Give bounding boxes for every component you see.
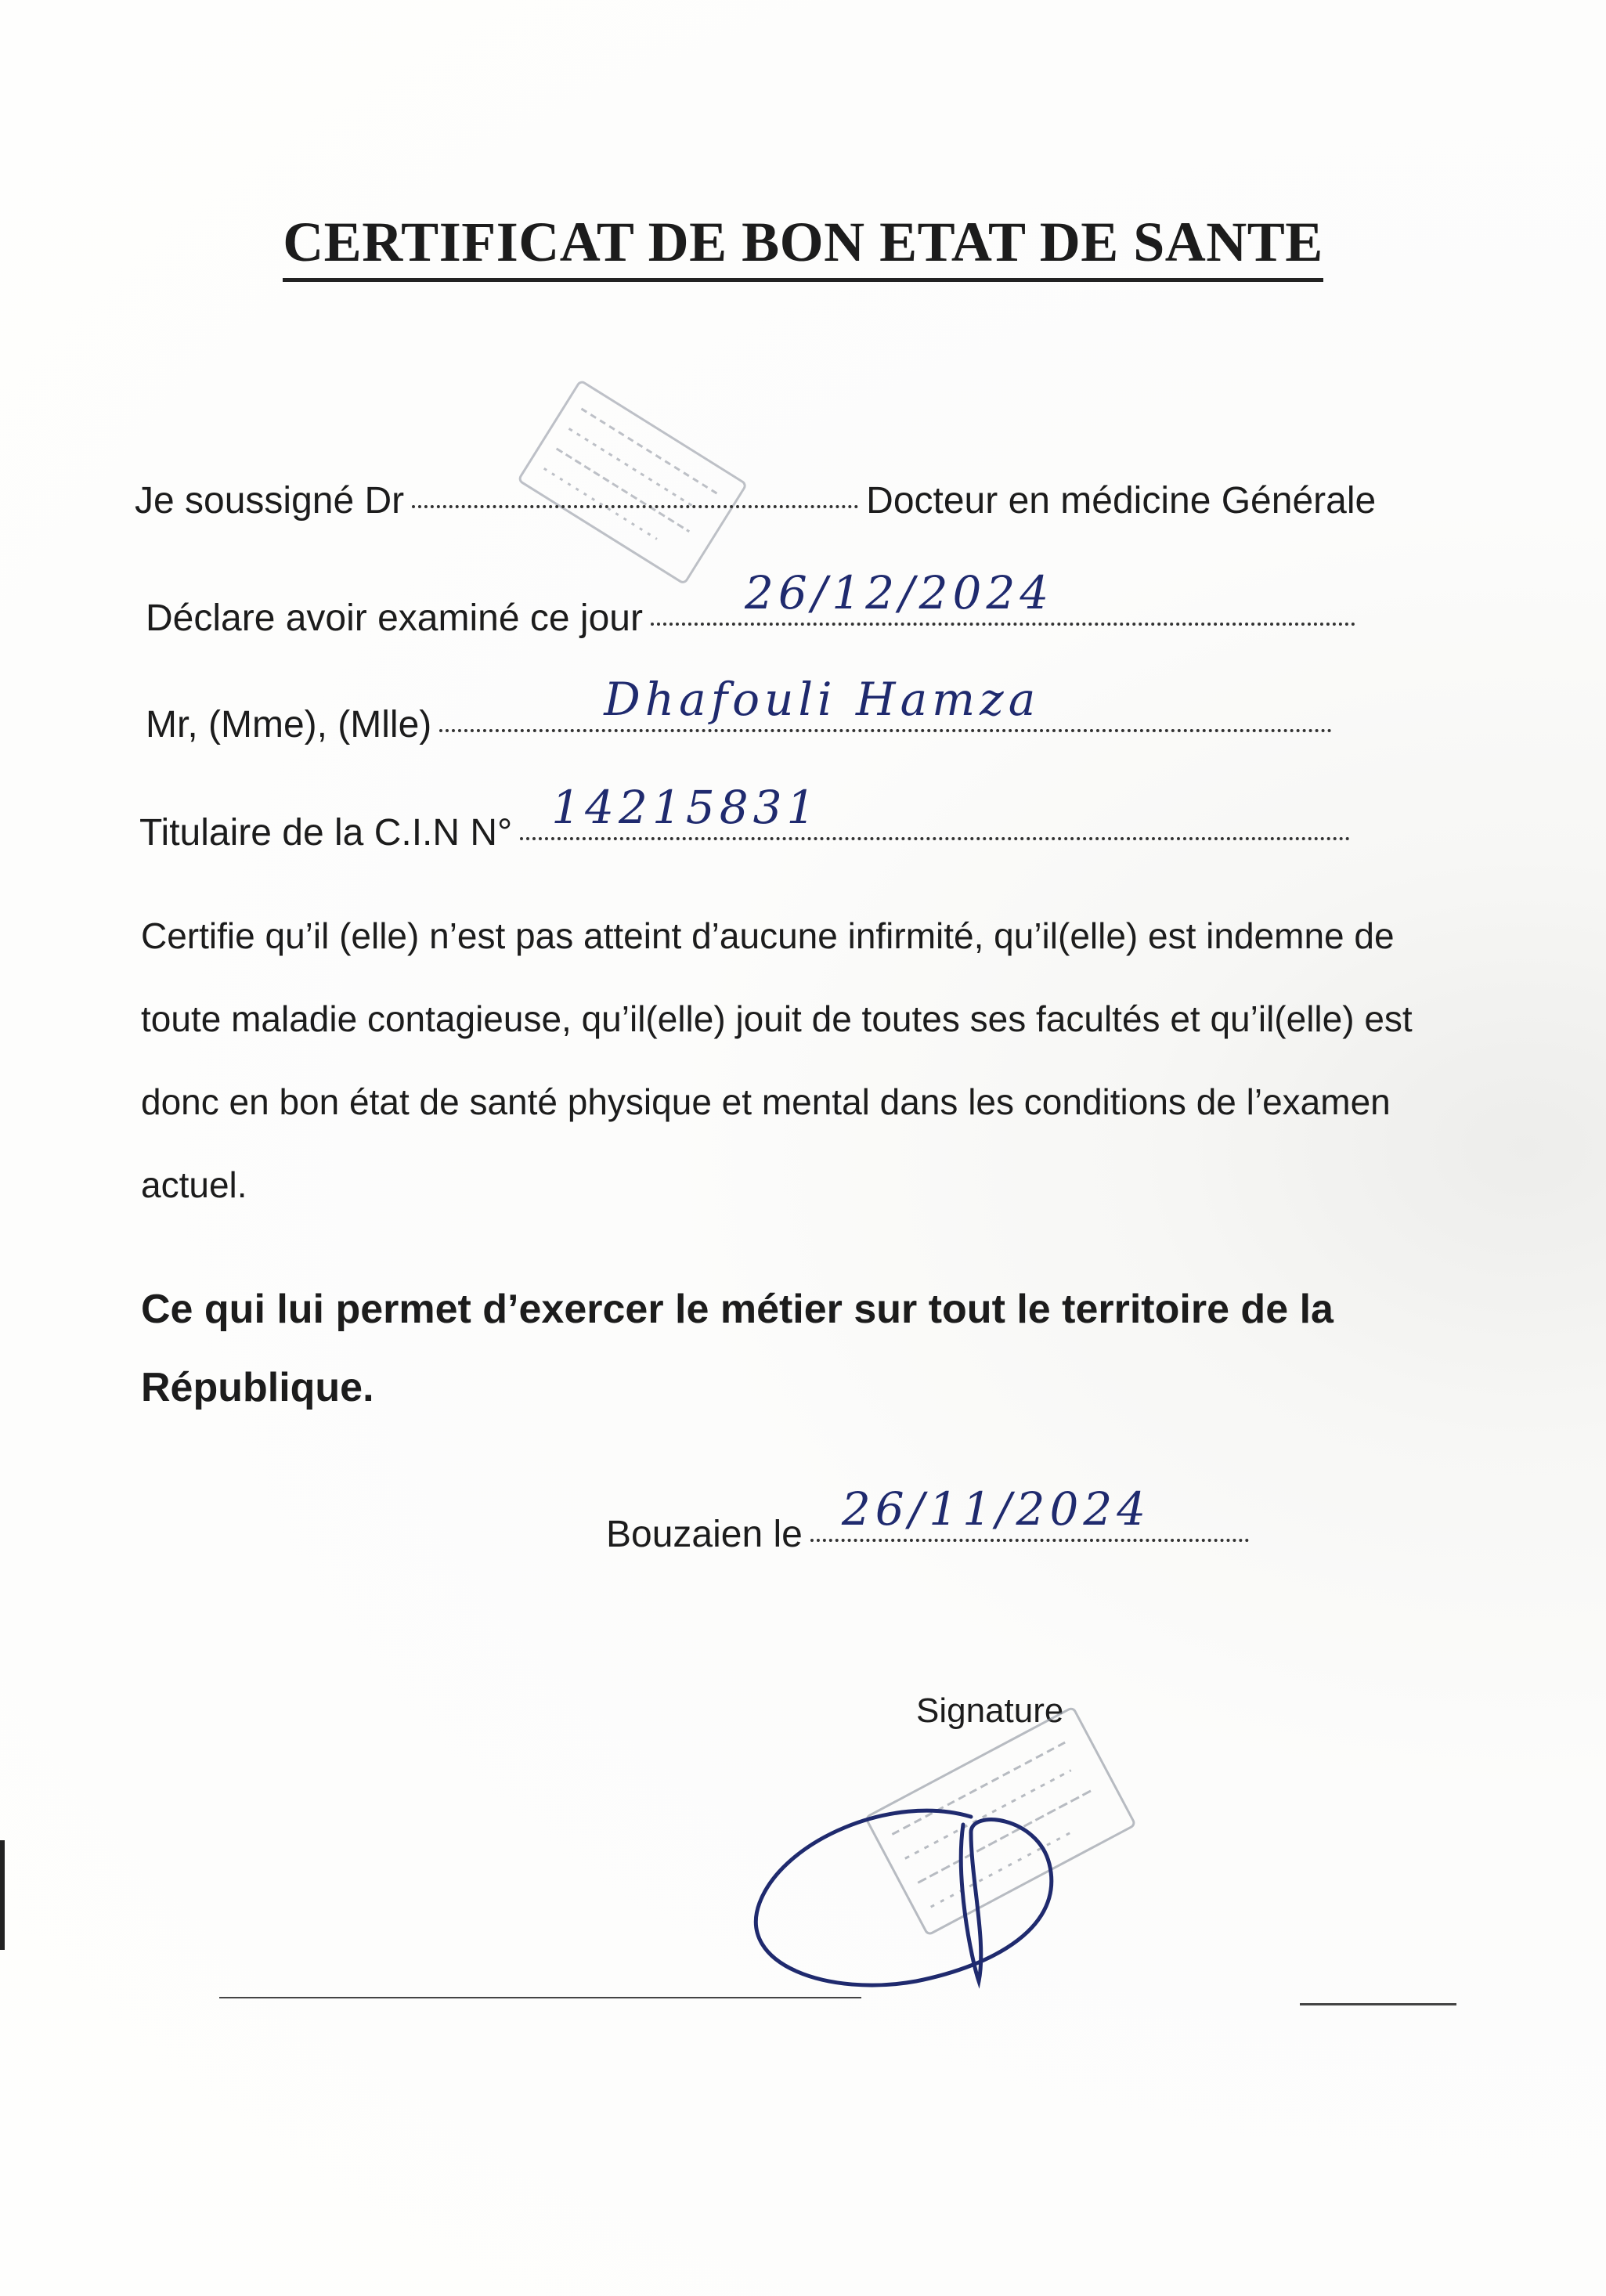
cin-handwritten: 14215831 xyxy=(551,781,821,834)
bottom-rule-right xyxy=(1300,2003,1456,2005)
patient-name-handwritten: Dhafouli Hamza xyxy=(604,673,1041,726)
place-date-field xyxy=(810,1482,1249,1542)
patient-title-label: Mr, (Mme), (Mlle) xyxy=(146,704,432,745)
signature-label: Signature xyxy=(916,1691,1064,1730)
exam-date-label: Déclare avoir examiné ce jour xyxy=(146,597,643,639)
place-date-handwritten: 26/11/2024 xyxy=(841,1482,1151,1536)
certification-paragraph: Certifie qu’il (elle) n’est pas atteint d’aucune infirmité, qu’il(elle) est indemne de toute maladie contagieuse, qu’il(elle) jouit de toutes ses facultés et qu’il(elle) est donc en bon état de santé physique et mental dans les conditions de l’examen actuel. xyxy=(141,915,1413,1205)
place-date-line xyxy=(606,1482,1257,1556)
closing-paragraph: Ce qui lui permet d’exercer le métier sur tout le territoire de la République. xyxy=(141,1287,1334,1410)
patient-name-field xyxy=(439,673,1332,732)
exam-date-field xyxy=(651,566,1355,626)
doctor-label: Je soussigné Dr xyxy=(135,480,405,522)
left-edge-mark xyxy=(0,1840,5,1950)
place-label: Bouzaien le xyxy=(606,1514,803,1555)
patient-name-line xyxy=(146,673,1340,746)
cin-line xyxy=(139,781,1358,854)
certificate-title: CERTIFICAT DE BON ETAT DE SANTE xyxy=(0,210,1606,275)
doctor-name-blank xyxy=(412,505,858,508)
exam-date-line xyxy=(146,566,1363,640)
doctor-title: Docteur en médicine Générale xyxy=(866,480,1377,522)
exam-date-handwritten: 26/12/2024 xyxy=(744,566,1054,619)
handwritten-signature-icon xyxy=(736,1785,1096,2020)
doctor-line xyxy=(135,479,1376,522)
cin-field xyxy=(520,781,1350,840)
cin-label: Titulaire de la C.I.N N° xyxy=(139,812,513,854)
bottom-rule-left xyxy=(219,1997,861,1998)
